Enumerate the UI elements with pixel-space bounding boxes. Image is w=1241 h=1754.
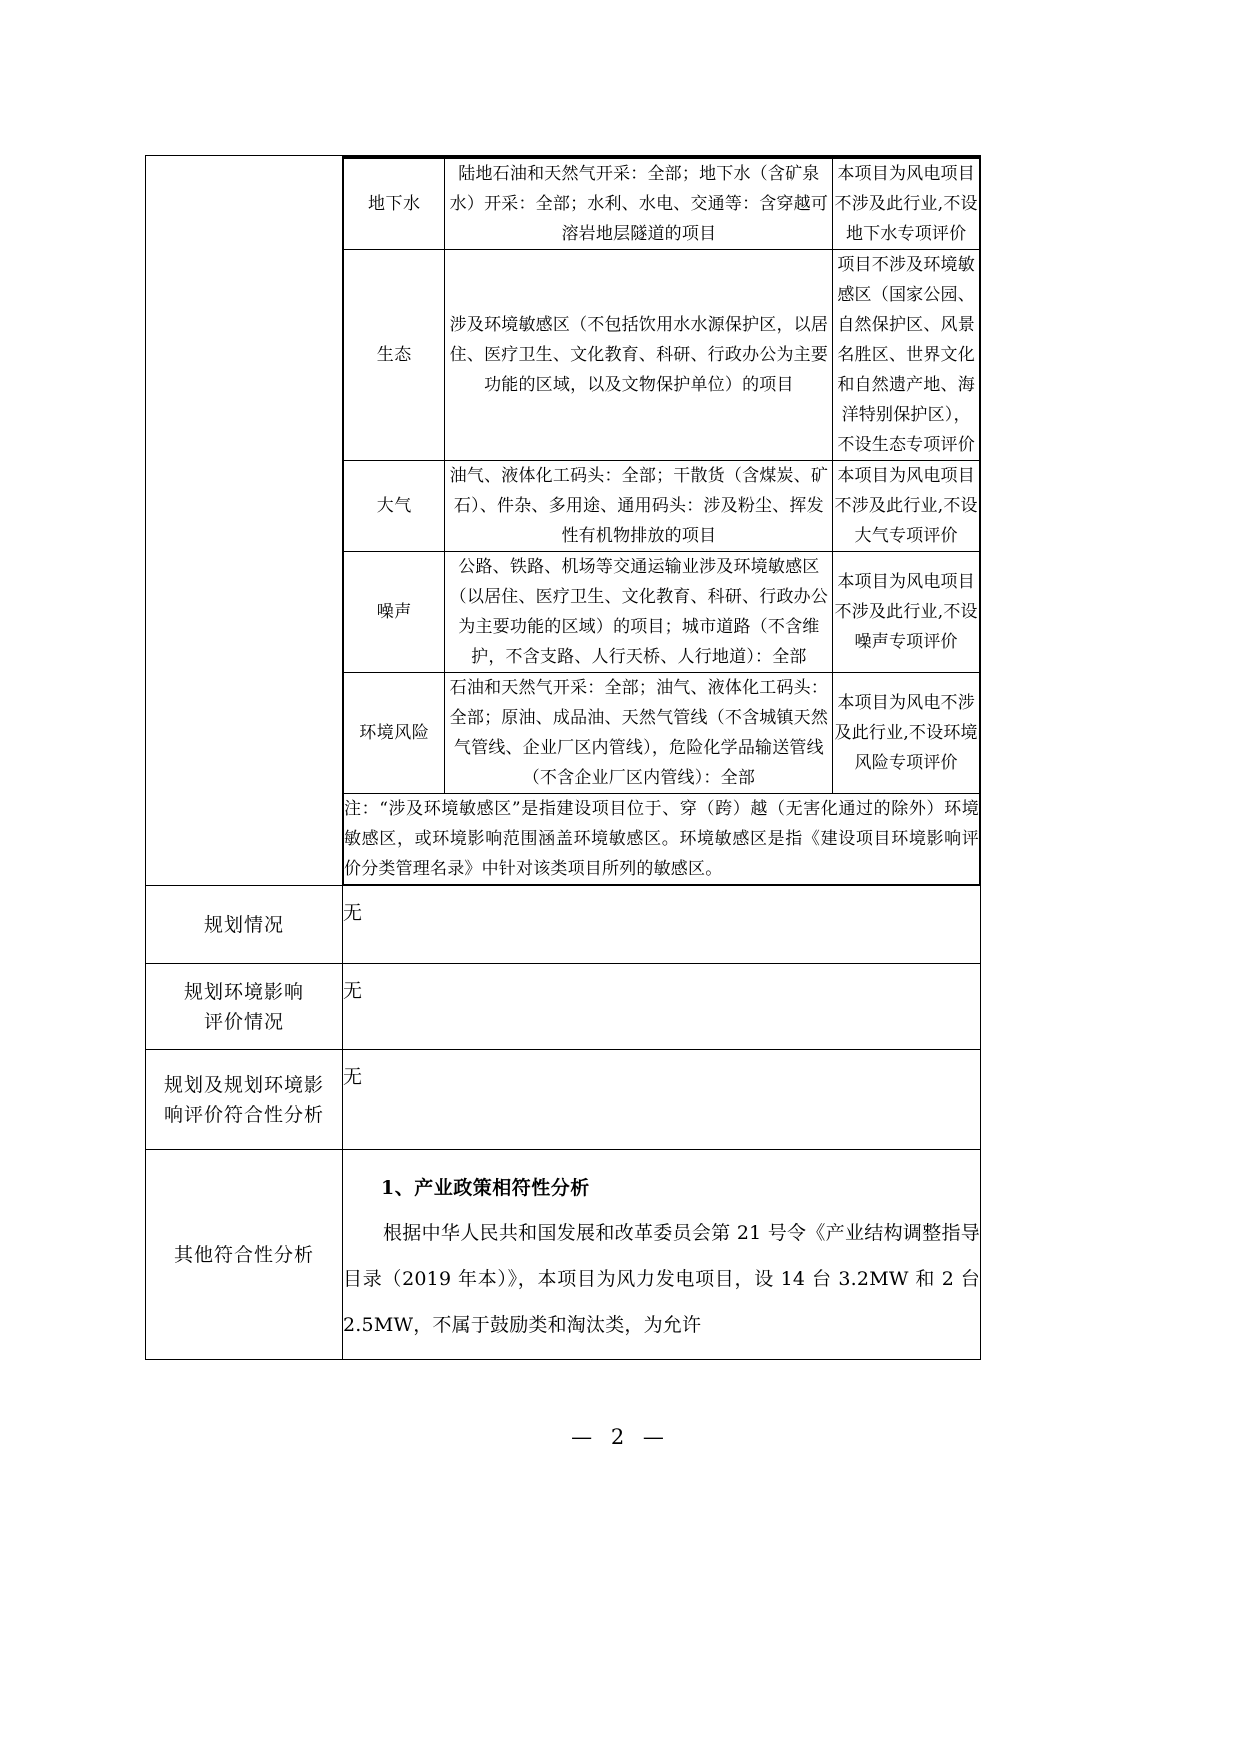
factor-name-noise: 噪声 <box>344 552 445 673</box>
factor-row-environmental-risk <box>344 673 980 794</box>
table-row-factors <box>146 156 981 886</box>
factor-row-groundwater <box>344 158 980 250</box>
label-planning-eia-status-line2: 评价情况 <box>203 1010 284 1033</box>
label-planning-compliance-line1: 规划及规划环境影 <box>163 1073 324 1096</box>
factor-row-noise <box>344 552 980 673</box>
factor-conclusion-atmosphere: 本项目为风电项目不涉及此行业,不设大气专项评价 <box>833 461 980 552</box>
label-planning-eia-status-line1: 规划环境影响 <box>183 980 304 1003</box>
label-planning-status: 规划情况 <box>146 886 343 964</box>
factor-row-atmosphere <box>344 461 980 552</box>
table-row-other-compliance <box>146 1150 981 1360</box>
label-planning-eia-status <box>146 964 343 1050</box>
value-planning-eia-status: 无 <box>343 964 981 1050</box>
other-compliance-subtitle: 1、产业政策相符性分析 <box>381 1176 590 1199</box>
factor-conclusion-environmental-risk: 本项目为风电不涉及此行业,不设环境风险专项评价 <box>833 673 980 794</box>
factors-row-label <box>146 156 343 886</box>
factor-description-environmental-risk: 石油和天然气开采：全部；油气、液体化工码头：全部；原油、成品油、天然气管线（不含城镇天然气管线、企业厂区内管线），危险化学品输送管线（不含企业厂区内管线）：全部 <box>445 673 833 794</box>
value-planning-compliance: 无 <box>343 1050 981 1150</box>
label-planning-compliance <box>146 1050 343 1150</box>
factor-name-ecology: 生态 <box>344 250 445 461</box>
factors-note-text: 注：“涉及环境敏感区”是指建设项目位于、穿（跨）越（无害化通过的除外）环境敏感区，或环境影响范围涵盖环境敏感区。环境敏感区是指《建设项目环境影响评价分类管理名录》中针对该类项目所列的敏感区。 <box>344 794 980 885</box>
factor-description-groundwater: 陆地石油和天然气开采：全部；地下水（含矿泉水）开采：全部；水利、水电、交通等：含穿越可溶岩地层隧道的项目 <box>445 158 833 250</box>
factor-conclusion-noise: 本项目为风电项目不涉及此行业,不设噪声专项评价 <box>833 552 980 673</box>
factor-name-groundwater: 地下水 <box>344 158 445 250</box>
label-other-compliance: 其他符合性分析 <box>146 1150 343 1360</box>
label-planning-compliance-line2: 响评价符合性分析 <box>163 1103 324 1126</box>
factor-conclusion-groundwater: 本项目为风电项目不涉及此行业,不设地下水专项评价 <box>833 158 980 250</box>
table-row-planning-status <box>146 886 981 964</box>
factor-name-atmosphere: 大气 <box>344 461 445 552</box>
factor-description-noise: 公路、铁路、机场等交通运输业涉及环境敏感区（以居住、医疗卫生、文化教育、科研、行政办公为主要功能的区域）的项目；城市道路（不含维护，不含支路、人行天桥、人行地道）：全部 <box>445 552 833 673</box>
eia-form-table <box>145 155 981 1360</box>
factor-name-environmental-risk: 环境风险 <box>344 673 445 794</box>
factor-description-atmosphere: 油气、液体化工码头：全部；干散货（含煤炭、矿石）、件杂、多用途、通用码头：涉及粉尘、挥发性有机物排放的项目 <box>445 461 833 552</box>
factor-row-note <box>344 794 980 885</box>
table-row-planning-compliance <box>146 1050 981 1150</box>
factor-inner-table <box>343 156 980 885</box>
value-planning-status: 无 <box>343 886 981 964</box>
factor-conclusion-ecology: 项目不涉及环境敏感区（国家公园、自然保护区、风景名胜区、世界文化和自然遗产地、海洋特别保护区），不设生态专项评价 <box>833 250 980 461</box>
factors-matrix-cell <box>343 156 981 886</box>
table-row-planning-eia-status <box>146 964 981 1050</box>
other-compliance-paragraph: 根据中华人民共和国发展和改革委员会第 21 号令《产业结构调整指导目录（2019 年本）》，本项目为风力发电项目，设 14 台 3.2MW 和 2 台 2.5MW，不属于鼓励类和淘汰类，为允许 <box>343 1221 980 1336</box>
page-number: — 2 — <box>571 1425 670 1449</box>
value-other-compliance <box>343 1150 981 1360</box>
factor-description-ecology: 涉及环境敏感区（不包括饮用水水源保护区，以居住、医疗卫生、文化教育、科研、行政办公为主要功能的区域，以及文物保护单位）的项目 <box>445 250 833 461</box>
factor-row-ecology <box>344 250 980 461</box>
